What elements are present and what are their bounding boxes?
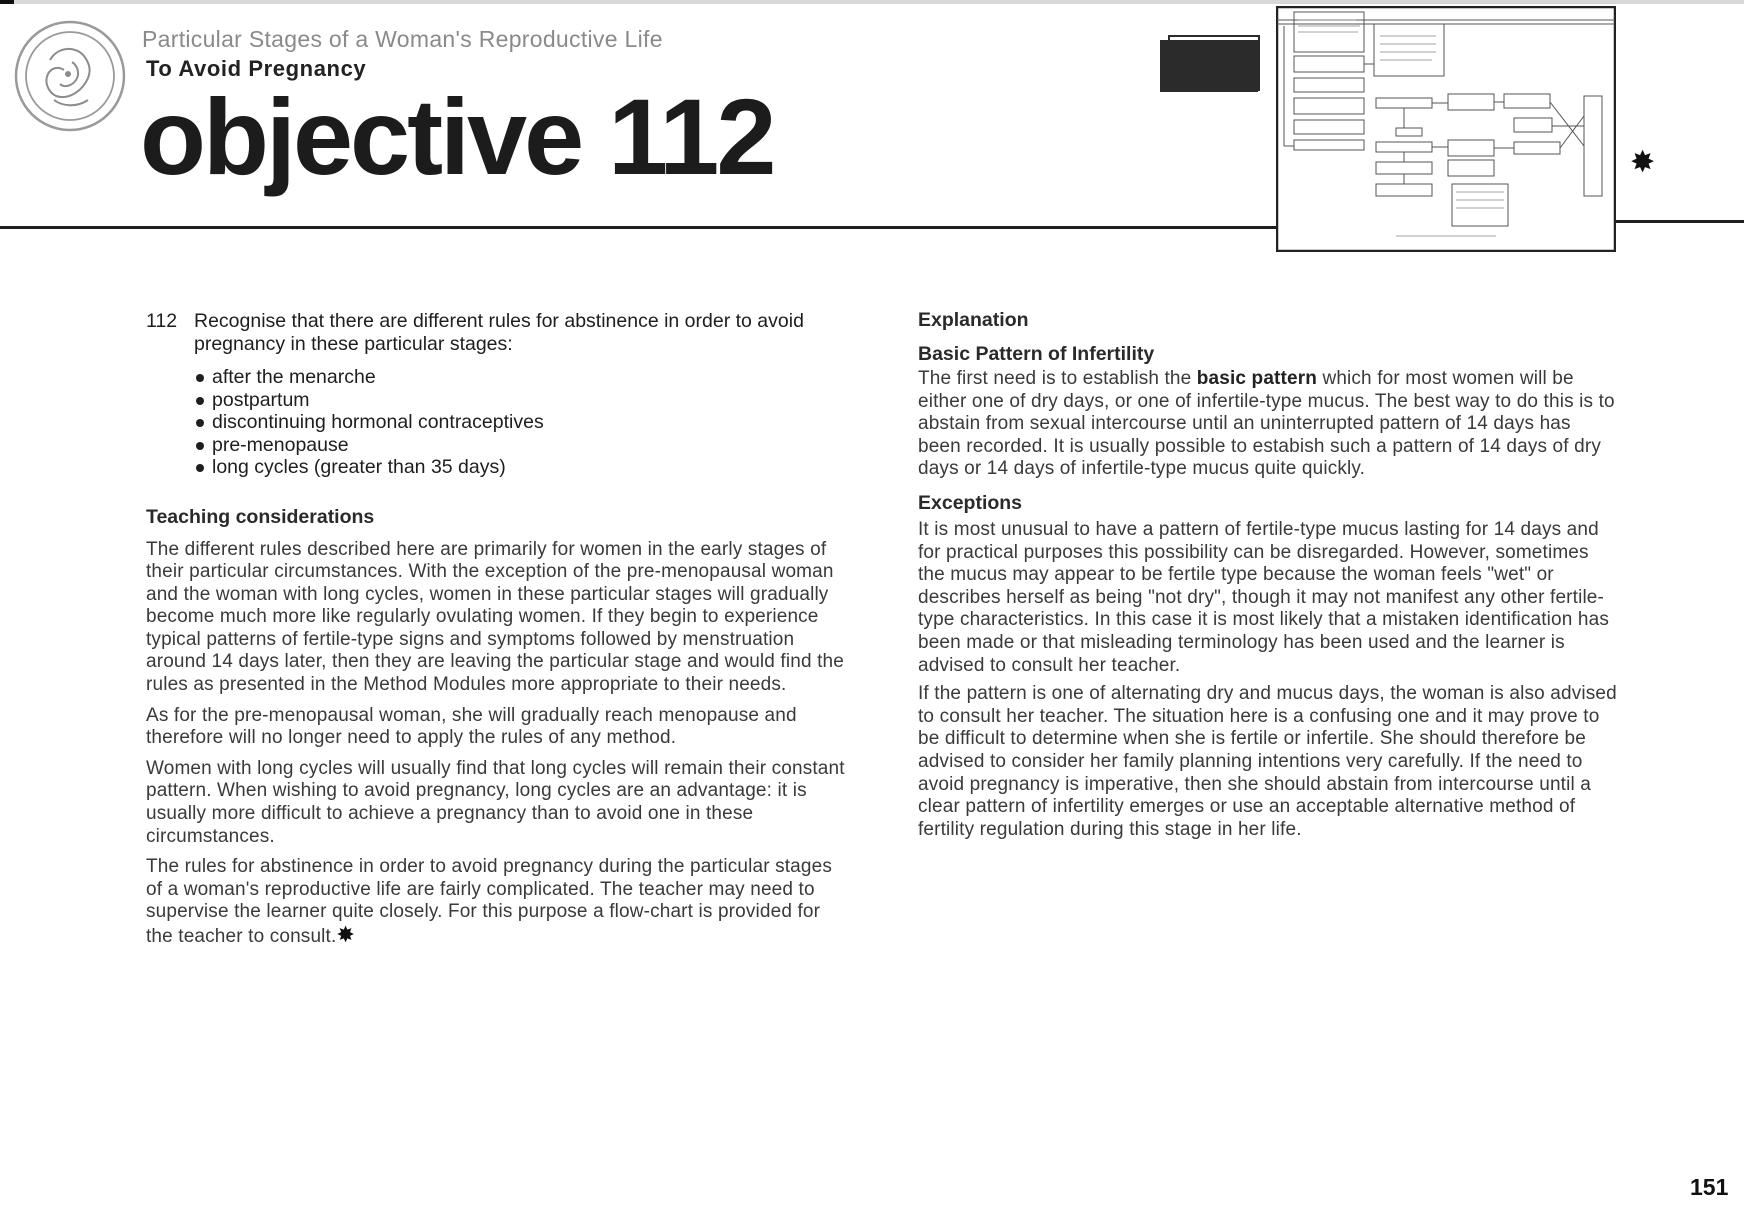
objective-number: 112 <box>146 310 178 332</box>
flowchart-thumbnail <box>1276 6 1616 252</box>
teaching-paragraph-1: The different rules described here are primarily for women in the early stages of their particular circumstances. With the exception of the pre-menopausal woman and the woman with long cycles, women in these particular stages will gradually become much more like regularly ovulating women. If they begin to experience typical patterns of fertile-type signs and symptoms followed by menstruation around 14 days later, then they are leaving the particular stage and would find the rules as presented in the Method Modules more appropriate to their needs. <box>146 538 844 696</box>
left-column <box>146 310 846 949</box>
asterisk-star-icon: ✸ <box>336 922 355 947</box>
list-item: pre-menopause <box>194 434 846 457</box>
exceptions-paragraph-1: It is most unusual to have a pattern of fertile-type mucus lasting for 14 days and for practical purposes this possibility can be disregarded. However, sometimes the mucus may appear to be fertile type because the woman feels "wet" or describes herself as being "not dry", though it may not manifest any other fertile-type characteristics. In this case it is most likely that a mistaken identification has been made or that misleading terminology has been used and the learner is advised to consult her teacher. <box>918 518 1610 676</box>
page-number: 151 <box>1690 1174 1729 1200</box>
top-edge-rule <box>0 0 1744 4</box>
basic-pattern-keyword: basic pattern <box>1196 368 1318 389</box>
objective-statement <box>146 310 846 356</box>
exceptions-heading: Exceptions <box>918 491 1023 514</box>
section-supertitle: Particular Stages of a Woman's Reproductive Life <box>142 26 663 52</box>
asterisk-star-icon: ✸ <box>1630 146 1656 179</box>
exceptions-paragraph-2: If the pattern is one of alternating dry and mucus days, the woman is also advised to consult her teacher. The situation here is a confusing one and it may prove to be difficult to determine when she is fertile or infertile. She should therefore be advised to consider her family planning intentions very carefully. If the need to avoid pregnancy is imperative, then she should abstain from intercourse until a clear pattern of infertility emerges or use an acceptable alternative method of fertility regulation during this stage in her life. <box>918 683 1617 840</box>
top-edge-mark <box>0 0 14 4</box>
basic-pattern-heading: Basic Pattern of Infertility <box>918 343 1155 365</box>
list-item: discontinuing hormonal contraceptives <box>194 411 846 434</box>
header-divider-right <box>1616 220 1744 223</box>
basic-pattern-paragraph <box>918 368 1618 481</box>
logo-emblem-icon <box>10 16 132 134</box>
teaching-paragraph-2: As for the pre-menopausal woman, she will gradually reach menopause and therefore will no longer need to apply the rules of any method. <box>146 704 797 749</box>
list-item: long cycles (greater than 35 days) <box>194 456 846 479</box>
explanation-heading: Explanation <box>918 309 1029 331</box>
teaching-paragraph-3: Women with long cycles will usually find that long cycles will remain their constant pattern. When wishing to avoid pregnancy, long cycles are an advantage: it is usually more difficult to achieve a pregnancy than to avoid one in these circumstances. <box>146 757 845 847</box>
basic-pattern-text-pre: The first need is to establish the <box>918 368 1197 389</box>
basic-pattern-text-post: which for most women will be either one of dry days, or one of infertile-type mucus. The best way to do this is to abstain from sexual intercourse until an uninterrupted pattern of 14 days has been recorded. It is usually possible to estabish such a pattern of 14 days of dry days or 14 days of infertile-type mucus quite quickly. <box>918 368 1615 480</box>
teaching-heading: Teaching considerations <box>146 505 375 528</box>
list-item: postpartum <box>194 389 846 412</box>
section-subtitle: To Avoid Pregnancy <box>146 56 367 81</box>
teaching-paragraph-4 <box>146 856 846 948</box>
stage-list <box>146 366 846 479</box>
right-column <box>918 308 1618 841</box>
header-divider <box>0 226 1278 229</box>
list-item: after the menarche <box>194 366 846 389</box>
page-title: objective 112 <box>140 76 774 197</box>
tab-marker-block <box>1160 40 1258 92</box>
objective-text: Recognise that there are different rules for abstinence in order to avoid pregnancy in these particular stages: <box>194 310 804 355</box>
teaching-paragraph-4-text: The rules for abstinence in order to avoid pregnancy during the particular stages of a woman's reproductive life are fairly complicated. The teacher may need to supervise the learner quite closely. For this purpose a flow-chart is provided for the teacher to consult. <box>146 856 832 947</box>
